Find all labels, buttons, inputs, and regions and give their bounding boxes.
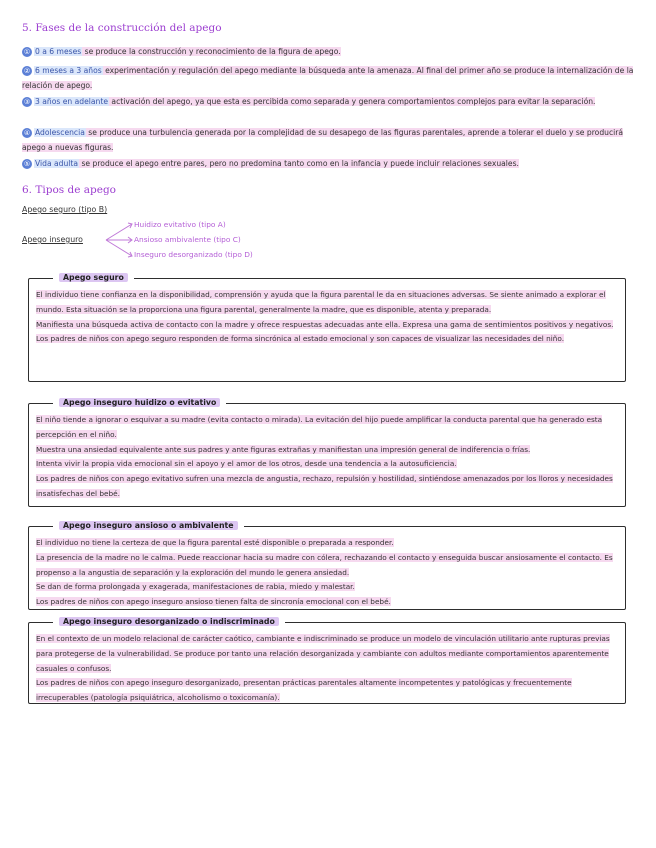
stage-number: ①	[23, 48, 31, 56]
stage-text: se produce el apego entre pares, pero no predomina tanto como en la infancia y puede incluir relaciones sexuales.	[79, 159, 519, 168]
stage-number: ②	[23, 67, 31, 75]
box-secure-attachment	[28, 273, 626, 382]
section-5-title: 5. Fases de la construcción del apego	[22, 22, 222, 34]
box-title: Apego inseguro ansioso o ambivalente	[53, 519, 244, 534]
box-paragraph: Los padres de niños con apego inseguro desorganizado, presentan prácticas parentales altamente incompetentes y patológicas y frecuentemente irrecuperables (patología psiquiátrica, alcoholismo o toxicomanía).	[36, 678, 572, 703]
box-paragraph: Los padres de niños con apego inseguro ansioso tienen falta de sincronía emocional con el bebé.	[36, 597, 391, 607]
box-ambivalent-attachment	[28, 521, 626, 610]
stage-5	[22, 156, 634, 171]
subtype-c: Ansioso ambivalente (tipo C)	[134, 235, 241, 244]
stage-2	[22, 63, 634, 93]
box-title: Apego seguro	[53, 271, 134, 286]
box-paragraph: Manifiesta una búsqueda activa de contacto con la madre y ofrece respuestas adecuadas ante ella. Expresa una gama de sentimientos positivos y negativos.	[36, 319, 614, 329]
box-paragraph: Muestra una ansiedad equivalente ante sus padres y ante figuras extrañas y manifiestan una impresión general de indiferencia o frías.	[36, 444, 531, 454]
branch-arrows-icon	[104, 221, 134, 259]
box-paragraph: Los padres de niños con apego evitativo sufren una mezcla de angustia, rechazo, repulsión y hostilidad, sintiéndose amenazados por los lloros y necesidades insatisfechas del bebé.	[36, 474, 613, 498]
secure-attachment-label: Apego seguro (tipo B)	[22, 205, 108, 214]
box-paragraph: Los padres de niños con apego seguro responden de forma sincrónica al estado emocional y son capaces de visualizar las necesidades del niño.	[36, 334, 565, 344]
stage-number: ③	[23, 98, 31, 106]
box-paragraph: La presencia de la madre no le calma. Puede reaccionar hacia su madre con cólera, rechazando el contacto y enseguida buscar ansiosamente el contacto. Es propenso a la angustia de separación y la exploración del mundo le genera ansiedad.	[36, 552, 613, 577]
insecure-attachment-label: Apego inseguro	[22, 235, 83, 244]
box-paragraph: El individuo no tiene la certeza de que la figura parental esté disponible o preparada a responder.	[36, 538, 394, 547]
box-disorganized-attachment	[28, 617, 626, 704]
stage-tag: 0 a 6 meses	[35, 47, 82, 56]
box-paragraph: Se dan de forma prolongada y exagerada, manifestaciones de rabia, miedo y malestar.	[36, 582, 355, 592]
stage-4	[22, 125, 634, 155]
box-paragraph: El individuo tiene confianza en la disponibilidad, comprensión y ayuda que la figura parental le da en situaciones adversas. Se siente animado a explorar el mundo. Esta situación se la proporciona una figura parental, generalmente la madre, que es disponible, atenta y preparada.	[36, 290, 606, 314]
stage-tag: 6 meses a 3 años	[35, 66, 102, 75]
section-6-title: 6. Tipos de apego	[22, 184, 116, 196]
stage-text: activación del apego, ya que esta es percibida como separada y genera comportamientos complejos para evitar la separación.	[109, 97, 596, 106]
stage-tag: Vida adulta	[35, 159, 79, 168]
box-paragraph: Intenta vivir la propia vida emocional sin el apoyo y el amor de los otros, desde una tendencia a la autosuficiencia.	[36, 459, 457, 469]
stage-tag: 3 años en adelante	[35, 97, 108, 106]
box-title: Apego inseguro huidizo o evitativo	[53, 396, 226, 411]
box-paragraph: El niño tiende a ignorar o esquivar a su madre (evita contacto o mirada). La evitación del hijo puede amplificar la conducta parental que ha generado esta percepción en el niño.	[36, 415, 603, 439]
box-avoidant-attachment	[28, 398, 626, 507]
subtype-d: Inseguro desorganizado (tipo D)	[134, 250, 253, 259]
stage-1	[22, 44, 634, 59]
subtype-a: Huidizo evitativo (tipo A)	[134, 220, 226, 229]
stage-tag: Adolescencia	[35, 128, 85, 137]
box-title: Apego inseguro desorganizado o indiscriminado	[53, 615, 285, 630]
stage-number: ⑤	[23, 160, 31, 168]
stage-number: ④	[23, 129, 31, 137]
stage-text: se produce una turbulencia generada por la complejidad de su desapego de las figuras parentales, aprende a tolerar el duelo y se producirá apego a nuevas figuras.	[22, 128, 624, 153]
box-paragraph: En el contexto de un modelo relacional de carácter caótico, cambiante e indiscriminado se produce un modelo de vinculación utilitario ante rupturas previas para protegerse de la vulnerabilidad. Se produce por tanto una relación desorganizada y cambiante con adultos mediante comportamientos aparentemente casuales o confusos.	[36, 634, 610, 673]
stage-3	[22, 94, 634, 109]
stage-text: experimentación y regulación del apego mediante la búsqueda ante la amenaza. Al final del primer año se produce la internalización de la relación de apego.	[22, 66, 634, 91]
stage-text: se produce la construcción y reconocimiento de la figura de apego.	[82, 47, 341, 56]
